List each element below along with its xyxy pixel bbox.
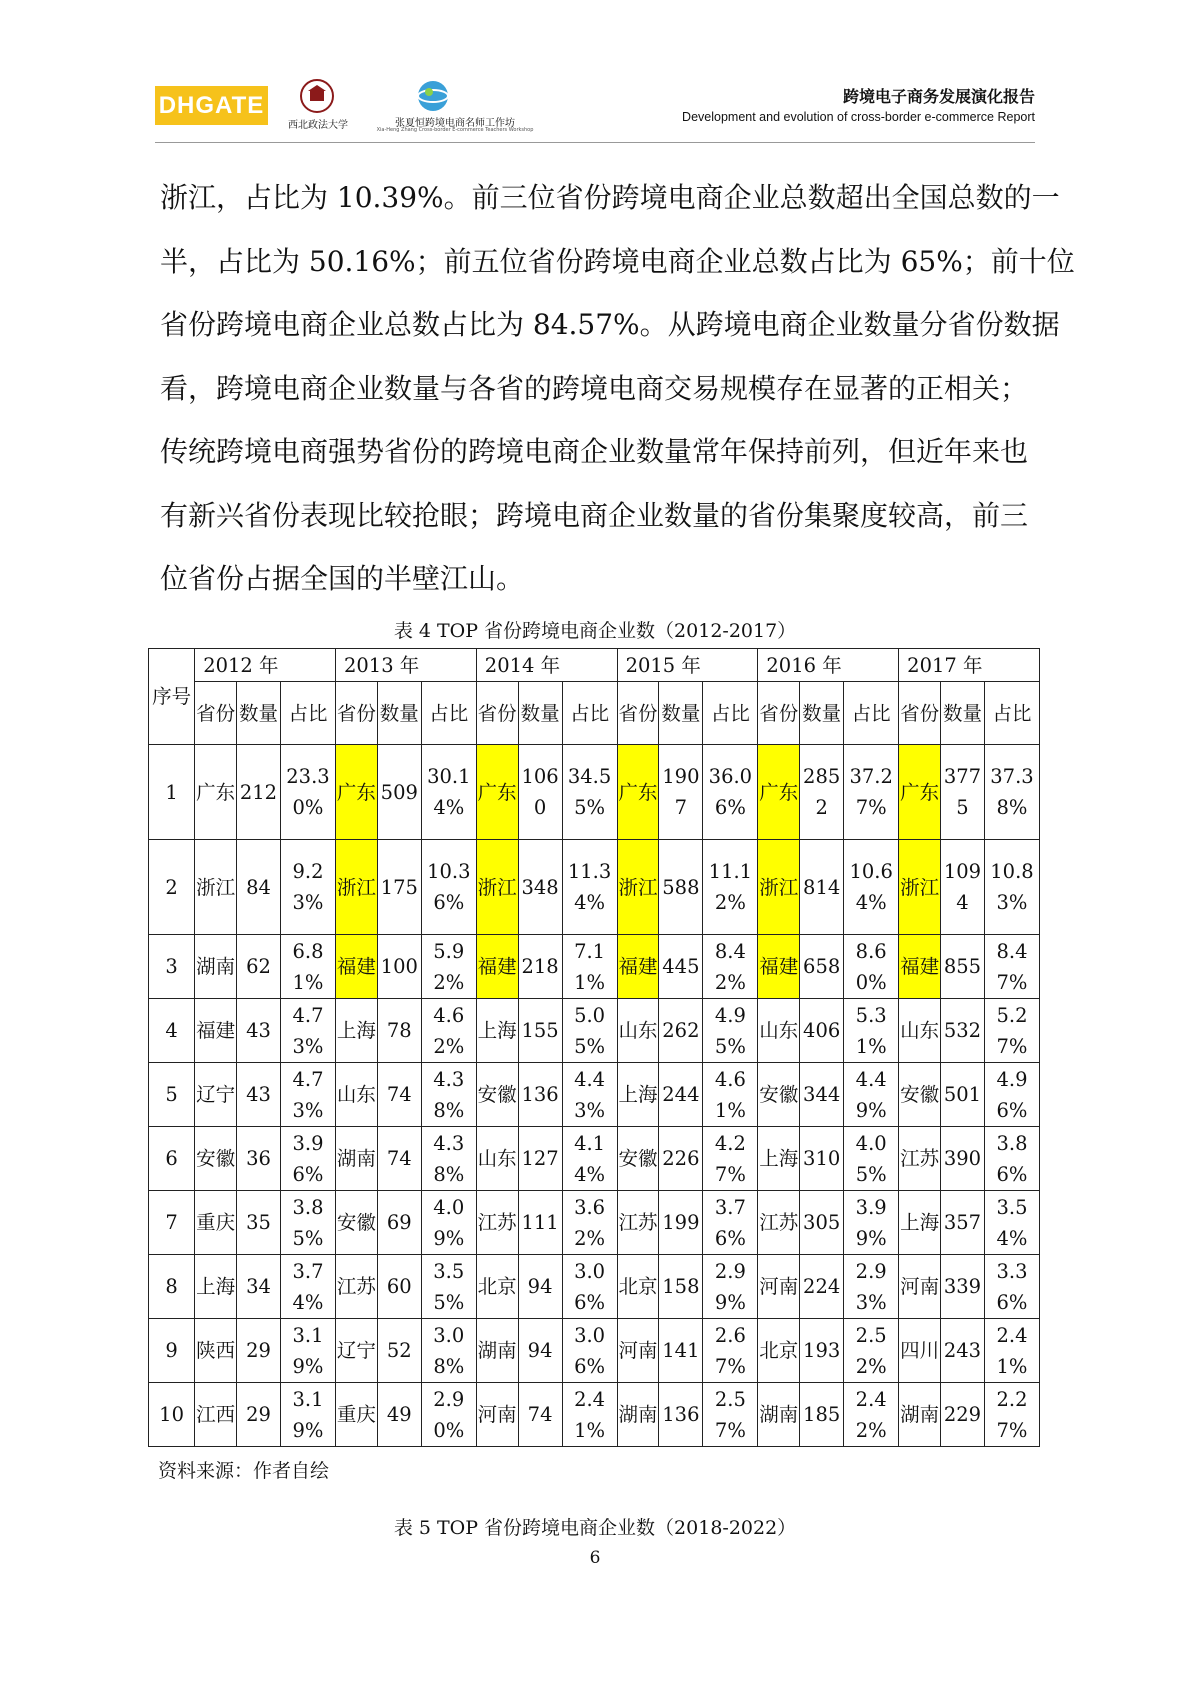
- share-cell: 34.55%: [562, 745, 617, 840]
- count-cell: 43: [236, 1063, 280, 1127]
- share-cell: 4.73%: [280, 1063, 335, 1127]
- share-cell: 5.92%: [421, 935, 476, 999]
- share-cell: 3.62%: [562, 1191, 617, 1255]
- count-cell: 136: [659, 1383, 703, 1447]
- share-cell: 3.36%: [984, 1255, 1039, 1319]
- paragraph-line: 看，跨境电商企业数量与各省的跨境电商交易规模存在显著的正相关；: [160, 371, 1029, 405]
- share-cell: 37.27%: [844, 745, 899, 840]
- column-subheader: 占比: [421, 682, 476, 745]
- paragraph-line: 位省份占据全国的半壁江山。: [160, 562, 525, 595]
- count-cell: 175: [377, 840, 421, 935]
- table-row: [149, 1319, 1040, 1383]
- table-row: [149, 1063, 1040, 1127]
- province-cell: 北京: [476, 1255, 518, 1319]
- count-cell: 94: [518, 1255, 562, 1319]
- province-table: [148, 648, 1040, 1447]
- share-cell: 37.38%: [984, 745, 1039, 840]
- count-cell: 74: [377, 1127, 421, 1191]
- province-cell: 安徽: [617, 1127, 659, 1191]
- province-cell: 四川: [899, 1319, 941, 1383]
- count-cell: 34: [236, 1255, 280, 1319]
- share-cell: 4.09%: [421, 1191, 476, 1255]
- paragraph-line: 省份跨境电商企业总数占比为 84.57%。从跨境电商企业数量分省份数据: [160, 308, 1060, 341]
- count-cell: 344: [800, 1063, 844, 1127]
- table-row: [149, 1127, 1040, 1191]
- province-cell: 重庆: [335, 1383, 377, 1447]
- share-cell: 2.27%: [984, 1383, 1039, 1447]
- count-cell: 111: [518, 1191, 562, 1255]
- count-cell: 94: [518, 1319, 562, 1383]
- share-cell: 7.11%: [562, 935, 617, 999]
- column-subheader: 数量: [377, 682, 421, 745]
- share-cell: 3.55%: [421, 1255, 476, 1319]
- count-cell: 49: [377, 1383, 421, 1447]
- province-cell: 山东: [617, 999, 659, 1063]
- province-cell: 山东: [335, 1063, 377, 1127]
- column-subheader: 数量: [659, 682, 703, 745]
- share-cell: 4.61%: [703, 1063, 758, 1127]
- university-name: 西北政法大学: [288, 120, 348, 131]
- count-cell: 3775: [940, 745, 984, 840]
- share-cell: 3.06%: [562, 1255, 617, 1319]
- column-subheader: 省份: [476, 682, 518, 745]
- province-cell: 浙江: [617, 840, 659, 935]
- paragraph-line: 有新兴省份表现比较抢眼；跨境电商企业数量的省份集聚度较高，前三: [160, 498, 1029, 532]
- share-cell: 3.19%: [280, 1319, 335, 1383]
- column-subheader: 数量: [518, 682, 562, 745]
- province-cell: 河南: [758, 1255, 800, 1319]
- province-cell: 湖南: [195, 935, 237, 999]
- share-cell: 30.14%: [421, 745, 476, 840]
- province-cell: 湖南: [617, 1383, 659, 1447]
- share-cell: 4.96%: [984, 1063, 1039, 1127]
- year-header: 2015 年: [617, 649, 758, 682]
- province-cell: 湖南: [899, 1383, 941, 1447]
- table-row: [149, 1383, 1040, 1447]
- province-cell: 浙江: [758, 840, 800, 935]
- province-cell: 安徽: [758, 1063, 800, 1127]
- share-cell: 3.86%: [984, 1127, 1039, 1191]
- count-cell: 339: [940, 1255, 984, 1319]
- subheader-row: [149, 682, 1040, 745]
- share-cell: 3.54%: [984, 1191, 1039, 1255]
- count-cell: 212: [236, 745, 280, 840]
- count-cell: 348: [518, 840, 562, 935]
- share-cell: 2.41%: [984, 1319, 1039, 1383]
- count-cell: 185: [800, 1383, 844, 1447]
- province-cell: 上海: [758, 1127, 800, 1191]
- province-cell: 上海: [899, 1191, 941, 1255]
- dhgate-logo: DHGATE: [155, 86, 268, 125]
- column-subheader: 省份: [758, 682, 800, 745]
- share-cell: 3.74%: [280, 1255, 335, 1319]
- column-subheader: 占比: [984, 682, 1039, 745]
- province-cell: 上海: [476, 999, 518, 1063]
- province-cell: 江苏: [476, 1191, 518, 1255]
- table-row: [149, 1191, 1040, 1255]
- rank-cell: 5: [149, 1063, 195, 1127]
- share-cell: 3.85%: [280, 1191, 335, 1255]
- rank-cell: 3: [149, 935, 195, 999]
- count-cell: 244: [659, 1063, 703, 1127]
- column-subheader: 占比: [562, 682, 617, 745]
- share-cell: 11.34%: [562, 840, 617, 935]
- share-cell: 3.08%: [421, 1319, 476, 1383]
- year-header-row: [149, 649, 1040, 682]
- count-cell: 226: [659, 1127, 703, 1191]
- province-cell: 河南: [899, 1255, 941, 1319]
- count-cell: 814: [800, 840, 844, 935]
- studio-name-en: Xia-Heng Zhang Cross-border E-commerce Teachers Workshop: [376, 127, 534, 133]
- province-cell: 广东: [617, 745, 659, 840]
- count-cell: 69: [377, 1191, 421, 1255]
- year-header: 2017 年: [899, 649, 1040, 682]
- share-cell: 8.42%: [703, 935, 758, 999]
- count-cell: 127: [518, 1127, 562, 1191]
- column-subheader: 数量: [236, 682, 280, 745]
- province-cell: 江苏: [335, 1255, 377, 1319]
- count-cell: 406: [800, 999, 844, 1063]
- count-cell: 36: [236, 1127, 280, 1191]
- province-cell: 福建: [476, 935, 518, 999]
- rank-cell: 2: [149, 840, 195, 935]
- count-cell: 141: [659, 1319, 703, 1383]
- province-cell: 福建: [617, 935, 659, 999]
- province-cell: 广东: [758, 745, 800, 840]
- share-cell: 3.06%: [562, 1319, 617, 1383]
- year-header: 2016 年: [758, 649, 899, 682]
- count-cell: 229: [940, 1383, 984, 1447]
- table-row: [149, 745, 1040, 840]
- share-cell: 4.95%: [703, 999, 758, 1063]
- province-cell: 江苏: [617, 1191, 659, 1255]
- globe-icon: [415, 78, 451, 114]
- count-cell: 199: [659, 1191, 703, 1255]
- rank-cell: 4: [149, 999, 195, 1063]
- paragraph-line: 传统跨境电商强势省份的跨境电商企业数量常年保持前列，但近年来也: [160, 435, 1029, 468]
- column-subheader: 占比: [703, 682, 758, 745]
- province-cell: 河南: [476, 1383, 518, 1447]
- share-cell: 5.27%: [984, 999, 1039, 1063]
- province-cell: 广东: [899, 745, 941, 840]
- province-cell: 湖南: [335, 1127, 377, 1191]
- share-cell: 4.27%: [703, 1127, 758, 1191]
- share-cell: 4.73%: [280, 999, 335, 1063]
- count-cell: 62: [236, 935, 280, 999]
- share-cell: 2.93%: [844, 1255, 899, 1319]
- studio-name: 张夏恒跨境电商名师工作坊: [395, 118, 515, 129]
- share-cell: 3.76%: [703, 1191, 758, 1255]
- count-cell: 60: [377, 1255, 421, 1319]
- column-subheader: 占比: [844, 682, 899, 745]
- count-cell: 158: [659, 1255, 703, 1319]
- share-cell: 4.43%: [562, 1063, 617, 1127]
- year-header: 2013 年: [335, 649, 476, 682]
- share-cell: 10.36%: [421, 840, 476, 935]
- rank-header: 序号: [149, 649, 195, 745]
- report-subtitle: Development and evolution of cross-border e-commerce Report: [682, 110, 1035, 124]
- rank-cell: 10: [149, 1383, 195, 1447]
- province-cell: 福建: [899, 935, 941, 999]
- count-cell: 218: [518, 935, 562, 999]
- rank-cell: 7: [149, 1191, 195, 1255]
- table-row: [149, 935, 1040, 999]
- year-header: 2014 年: [476, 649, 617, 682]
- share-cell: 4.38%: [421, 1127, 476, 1191]
- count-cell: 588: [659, 840, 703, 935]
- share-cell: 3.96%: [280, 1127, 335, 1191]
- share-cell: 2.67%: [703, 1319, 758, 1383]
- count-cell: 52: [377, 1319, 421, 1383]
- share-cell: 4.62%: [421, 999, 476, 1063]
- rank-cell: 9: [149, 1319, 195, 1383]
- table5-caption: 表 5 TOP 省份跨境电商企业数（2018-2022）: [393, 1517, 797, 1539]
- count-cell: 136: [518, 1063, 562, 1127]
- share-cell: 8.47%: [984, 935, 1039, 999]
- count-cell: 243: [940, 1319, 984, 1383]
- paragraph-line: 半，占比为 50.16%；前五位省份跨境电商企业总数占比为 65%；前十位: [160, 244, 1075, 278]
- column-subheader: 占比: [280, 682, 335, 745]
- share-cell: 6.81%: [280, 935, 335, 999]
- count-cell: 35: [236, 1191, 280, 1255]
- province-cell: 浙江: [476, 840, 518, 935]
- rank-cell: 8: [149, 1255, 195, 1319]
- share-cell: 9.23%: [280, 840, 335, 935]
- table-caption: 表 4 TOP 省份跨境电商企业数（2012-2017）: [393, 620, 797, 642]
- share-cell: 2.52%: [844, 1319, 899, 1383]
- province-cell: 辽宁: [195, 1063, 237, 1127]
- province-cell: 重庆: [195, 1191, 237, 1255]
- province-cell: 广东: [195, 745, 237, 840]
- table-row: [149, 1255, 1040, 1319]
- column-subheader: 数量: [940, 682, 984, 745]
- province-cell: 江苏: [899, 1127, 941, 1191]
- count-cell: 310: [800, 1127, 844, 1191]
- count-cell: 224: [800, 1255, 844, 1319]
- province-cell: 上海: [335, 999, 377, 1063]
- table-row: [149, 840, 1040, 935]
- report-title: 跨境电子商务发展演化报告: [842, 87, 1035, 106]
- province-cell: 安徽: [195, 1127, 237, 1191]
- column-subheader: 省份: [195, 682, 237, 745]
- province-cell: 河南: [617, 1319, 659, 1383]
- province-cell: 辽宁: [335, 1319, 377, 1383]
- province-cell: 安徽: [899, 1063, 941, 1127]
- share-cell: 2.41%: [562, 1383, 617, 1447]
- count-cell: 74: [518, 1383, 562, 1447]
- province-cell: 湖南: [758, 1383, 800, 1447]
- count-cell: 43: [236, 999, 280, 1063]
- province-cell: 湖南: [476, 1319, 518, 1383]
- count-cell: 155: [518, 999, 562, 1063]
- column-subheader: 省份: [899, 682, 941, 745]
- count-cell: 390: [940, 1127, 984, 1191]
- share-cell: 11.12%: [703, 840, 758, 935]
- share-cell: 2.42%: [844, 1383, 899, 1447]
- share-cell: 4.05%: [844, 1127, 899, 1191]
- province-cell: 山东: [899, 999, 941, 1063]
- column-subheader: 省份: [617, 682, 659, 745]
- count-cell: 193: [800, 1319, 844, 1383]
- province-cell: 福建: [195, 999, 237, 1063]
- count-cell: 2852: [800, 745, 844, 840]
- province-cell: 北京: [758, 1319, 800, 1383]
- share-cell: 5.05%: [562, 999, 617, 1063]
- university-logo: [279, 78, 351, 134]
- count-cell: 1094: [940, 840, 984, 935]
- count-cell: 262: [659, 999, 703, 1063]
- source-note: 资料来源：作者自绘: [158, 1460, 330, 1482]
- province-cell: 山东: [758, 999, 800, 1063]
- count-cell: 357: [940, 1191, 984, 1255]
- share-cell: 2.90%: [421, 1383, 476, 1447]
- share-cell: 8.60%: [844, 935, 899, 999]
- province-cell: 安徽: [476, 1063, 518, 1127]
- province-cell: 江苏: [758, 1191, 800, 1255]
- count-cell: 29: [236, 1383, 280, 1447]
- share-cell: 4.38%: [421, 1063, 476, 1127]
- share-cell: 2.57%: [703, 1383, 758, 1447]
- count-cell: 445: [659, 935, 703, 999]
- province-cell: 福建: [758, 935, 800, 999]
- share-cell: 10.64%: [844, 840, 899, 935]
- rank-cell: 6: [149, 1127, 195, 1191]
- page-header: [155, 78, 1035, 138]
- count-cell: 532: [940, 999, 984, 1063]
- count-cell: 78: [377, 999, 421, 1063]
- province-cell: 福建: [335, 935, 377, 999]
- province-cell: 浙江: [195, 840, 237, 935]
- count-cell: 509: [377, 745, 421, 840]
- province-cell: 北京: [617, 1255, 659, 1319]
- year-header: 2012 年: [195, 649, 336, 682]
- province-cell: 上海: [195, 1255, 237, 1319]
- count-cell: 84: [236, 840, 280, 935]
- count-cell: 100: [377, 935, 421, 999]
- count-cell: 658: [800, 935, 844, 999]
- province-cell: 陕西: [195, 1319, 237, 1383]
- count-cell: 305: [800, 1191, 844, 1255]
- province-cell: 浙江: [899, 840, 941, 935]
- header-divider: [155, 142, 1035, 143]
- rank-cell: 1: [149, 745, 195, 840]
- province-cell: 山东: [476, 1127, 518, 1191]
- studio-logo: [365, 78, 545, 134]
- count-cell: 74: [377, 1063, 421, 1127]
- paragraph-line: 浙江，占比为 10.39%。前三位省份跨境电商企业总数超出全国总数的一: [160, 181, 1060, 214]
- count-cell: 1907: [659, 745, 703, 840]
- share-cell: 3.99%: [844, 1191, 899, 1255]
- table-row: [149, 999, 1040, 1063]
- province-cell: 安徽: [335, 1191, 377, 1255]
- share-cell: 3.19%: [280, 1383, 335, 1447]
- body-paragraph: [160, 166, 1075, 611]
- province-cell: 广东: [476, 745, 518, 840]
- share-cell: 2.99%: [703, 1255, 758, 1319]
- university-emblem-icon: [299, 78, 335, 114]
- page-number: 6: [589, 1548, 601, 1568]
- count-cell: 1060: [518, 745, 562, 840]
- share-cell: 5.31%: [844, 999, 899, 1063]
- province-cell: 上海: [617, 1063, 659, 1127]
- share-cell: 23.30%: [280, 745, 335, 840]
- count-cell: 29: [236, 1319, 280, 1383]
- count-cell: 501: [940, 1063, 984, 1127]
- column-subheader: 数量: [800, 682, 844, 745]
- share-cell: 36.06%: [703, 745, 758, 840]
- province-cell: 江西: [195, 1383, 237, 1447]
- province-cell: 浙江: [335, 840, 377, 935]
- column-subheader: 省份: [335, 682, 377, 745]
- share-cell: 4.14%: [562, 1127, 617, 1191]
- share-cell: 4.49%: [844, 1063, 899, 1127]
- share-cell: 10.83%: [984, 840, 1039, 935]
- province-cell: 广东: [335, 745, 377, 840]
- count-cell: 855: [940, 935, 984, 999]
